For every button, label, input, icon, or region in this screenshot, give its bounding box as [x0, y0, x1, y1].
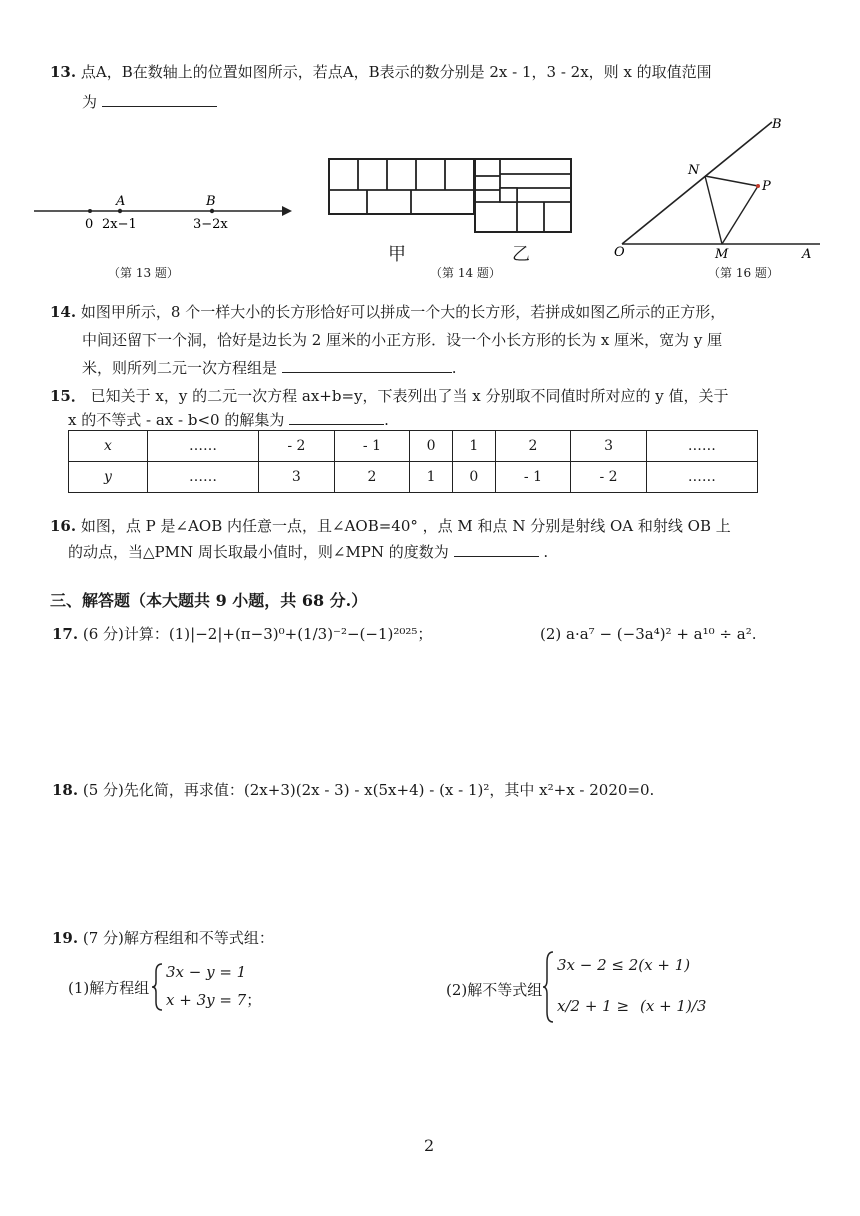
- table-cell: 0: [410, 431, 453, 462]
- section-title: 三、解答题（本大题共 9 小题，共 68 分.）: [50, 591, 368, 610]
- table-cell: 2: [495, 431, 571, 462]
- q14-text: [50, 302, 725, 322]
- q13-point-zero: [88, 209, 92, 213]
- q18-body: (5 分)先化简，再求值：(2x+3)(2x - 3) - x(5x+4) - (x - 1)²，其中 x²+x - 2020=0.: [82, 781, 655, 799]
- q16-line2-text: 的动点，当△PMN 周长取最小值时，则∠MPN 的度数为: [68, 543, 449, 561]
- q13-label-b: B: [206, 194, 216, 209]
- q16-point-p: [756, 184, 760, 188]
- table-cell: 3: [259, 462, 335, 493]
- q16-segment-mn: [705, 176, 722, 244]
- q17-part2: (2) a·a⁷ − (−3a⁴)² + a¹⁰ ÷ a².: [540, 625, 757, 643]
- table-row: [69, 462, 758, 493]
- q14-label-jia: 甲: [388, 244, 406, 265]
- q19-part1-label: (1)解方程组: [68, 979, 150, 997]
- q14-caption: （第 14 题）: [430, 266, 501, 280]
- q19-part1-eq1: 3x − y = 1: [166, 963, 247, 981]
- q14-line2: 中间还留下一个洞，恰好是边长为 2 厘米的小正方形．设一个小长方形的长为 x 厘米，宽为 y 厘: [82, 331, 723, 349]
- table-cell: 1: [410, 462, 453, 493]
- q19-part2-brace: [543, 950, 555, 1024]
- q13-line2-text: 为: [82, 93, 98, 111]
- q16-line2: 的动点，当△PMN 周长取最小值时，则∠MPN 的度数为 .: [68, 543, 549, 561]
- table-cell: ……: [646, 462, 757, 493]
- q19-part1-eq2: [166, 990, 261, 1010]
- q19-part2-ineq1: 3x − 2 ≤ 2(x + 1): [557, 956, 691, 974]
- q19-part1-eq2-text: x + 3y = 7: [166, 991, 247, 1009]
- q13-label-a: A: [116, 194, 126, 209]
- q19-part2-ineq2-left: x/2 + 1 ≥: [557, 997, 630, 1015]
- q14-line1: 如图甲所示，8 个一样大小的长方形恰好可以拼成一个大的长方形，若拼成如图乙所示的正方形，: [80, 303, 726, 321]
- q13-label-expr-a: 2x−1: [102, 217, 137, 232]
- q19-text: [52, 928, 274, 948]
- q16-label-a: A: [802, 247, 812, 262]
- q13-answer-blank[interactable]: [102, 106, 217, 107]
- q16-text: [50, 516, 731, 536]
- q16-label-p: P: [762, 179, 771, 194]
- table-cell: - 1: [334, 431, 410, 462]
- q15-line2-text: x 的不等式 - ax - b<0 的解集为: [68, 411, 285, 429]
- q19-number: 19.: [52, 929, 79, 947]
- table-cell: y: [69, 462, 148, 493]
- q13-axis-arrow: [282, 206, 292, 216]
- q15-answer-blank[interactable]: [289, 424, 384, 425]
- q17-part1: [52, 624, 432, 644]
- q13-line2: [82, 92, 217, 112]
- table-cell: ……: [148, 462, 259, 493]
- q15-line1: 已知关于 x，y 的二元一次方程 ax+b=y，下表列出了当 x 分别取不同值时所对应的 y 值，关于: [90, 387, 729, 405]
- q15-text: [50, 386, 729, 406]
- table-cell: - 1: [495, 462, 571, 493]
- q19-body: (7 分)解方程组和不等式组：: [82, 929, 274, 947]
- page-number: 2: [424, 1136, 435, 1155]
- q16-label-o: O: [614, 245, 625, 260]
- table-cell: ……: [646, 431, 757, 462]
- q13-label-zero: 0: [85, 217, 94, 232]
- q16-number: 16.: [50, 517, 77, 535]
- table-cell: 1: [452, 431, 495, 462]
- q14-number: 14.: [50, 303, 77, 321]
- q16-label-b: B: [772, 117, 782, 132]
- table-row: [69, 431, 758, 462]
- q16-segment-pm: [722, 186, 758, 244]
- q13-text: [50, 62, 712, 82]
- table-cell: 3: [571, 431, 647, 462]
- q13-label-expr-b: 3−2x: [193, 217, 228, 232]
- q16-label-n: N: [688, 163, 700, 178]
- q14-answer-blank[interactable]: [282, 372, 452, 373]
- q19-part2-ineq2-right: (x + 1)/3: [640, 997, 707, 1015]
- q16-segment-np: [705, 176, 758, 186]
- q13-number: 13.: [50, 63, 77, 81]
- q14-figure-yi: [474, 158, 574, 234]
- q15-value-table: [68, 430, 758, 493]
- q16-line1: 如图，点 P 是∠AOB 内任意一点，且∠AOB=40° ，点 M 和点 N 分别是射线 OA 和射线 OB 上: [80, 517, 731, 535]
- q16-label-m: M: [715, 247, 729, 262]
- table-cell: 2: [334, 462, 410, 493]
- q19-part1-end: ；: [246, 991, 262, 1009]
- q13-point-b: [210, 209, 214, 213]
- q17-part1-text: (6 分)计算：(1)|−2|+(π−3)⁰+(1/3)⁻²−(−1)²⁰²⁵；: [82, 625, 433, 643]
- q17-number: 17.: [52, 625, 79, 643]
- table-cell: ……: [148, 431, 259, 462]
- q18-number: 18.: [52, 781, 79, 799]
- q14-figure-jia: [328, 158, 478, 216]
- table-cell: x: [69, 431, 148, 462]
- q13-number-line-figure: [30, 185, 300, 245]
- q15-line2: x 的不等式 - ax - b<0 的解集为 .: [68, 411, 389, 429]
- q14-line3-text: 米，则所列二元一次方程组是: [82, 359, 278, 377]
- table-cell: 0: [452, 462, 495, 493]
- q14-line3: 米，则所列二元一次方程组是 .: [82, 359, 457, 377]
- q13-line1: 点A，B在数轴上的位置如图所示，若点A，B表示的数分别是 2x - 1，3 - 2x，则 x 的取值范围: [80, 63, 712, 81]
- q15-number: 15．: [50, 387, 86, 405]
- table-cell: - 2: [571, 462, 647, 493]
- q16-angle-figure: [612, 112, 828, 262]
- q16-ray-ob: [622, 122, 772, 244]
- q18-text: [52, 780, 654, 800]
- q16-answer-blank[interactable]: [454, 556, 539, 557]
- table-cell: - 2: [259, 431, 335, 462]
- q16-caption: （第 16 题）: [708, 266, 779, 280]
- q19-part2-label: (2)解不等式组: [446, 981, 543, 999]
- q19-part1-brace: [152, 962, 164, 1012]
- q13-point-a: [118, 209, 122, 213]
- q13-caption: （第 13 题）: [108, 266, 179, 280]
- q14-label-yi: 乙: [512, 244, 530, 265]
